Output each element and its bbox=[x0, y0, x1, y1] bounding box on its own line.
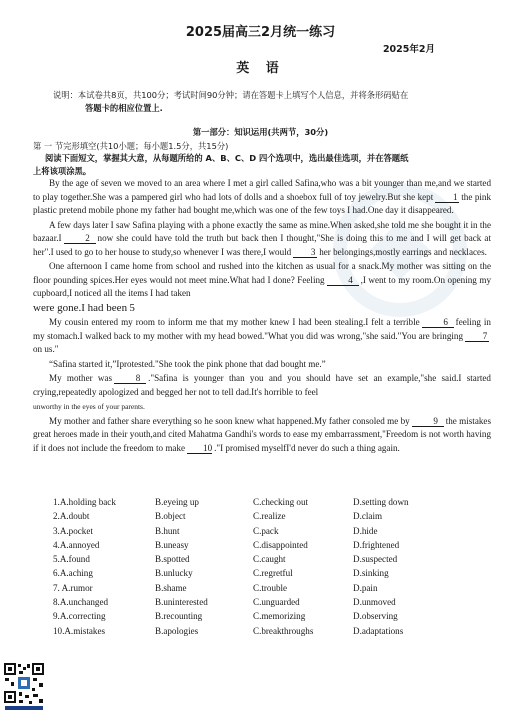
instruction-line: 说明：本试卷共8页，共100分；考试时间90分钟；请在答题卡上填写个人信息，并将条形码贴在 bbox=[53, 90, 409, 100]
option-d: D.observing bbox=[353, 611, 398, 622]
passage-text: By the age of seven we moved to an area where I met a girl called Safina,who was a bit younger than me,and we started to play together.She was a pampered girl who had lots of dolls and a shoebox full of toy jewelry.But she kept bbox=[33, 178, 491, 202]
passage-text: My mother was bbox=[49, 373, 113, 383]
paragraph bbox=[33, 400, 491, 414]
option-d: D.hide bbox=[353, 525, 378, 536]
option-b: B.spotted bbox=[155, 554, 190, 565]
blank-5: 5 bbox=[129, 301, 135, 314]
part-title: 第一部分：知识运用(共两节，30分) bbox=[192, 127, 329, 137]
option-c: C.checking out bbox=[253, 497, 309, 507]
blank-9: 9 bbox=[412, 416, 444, 427]
option-d: D.frightened bbox=[353, 539, 400, 550]
option-d: D.sinking bbox=[353, 568, 389, 579]
paragraph bbox=[33, 302, 491, 316]
directions-line: 上将该项涂黑。 bbox=[33, 165, 92, 176]
blank-10: 10 bbox=[187, 443, 212, 454]
option-a: 1.A.holding back bbox=[53, 497, 116, 507]
option-b: B.eyeing up bbox=[155, 497, 199, 507]
passage-text: were gone.I had been bbox=[33, 301, 128, 314]
option-a: 9.A.correcting bbox=[53, 611, 106, 622]
passage-text: My cousin entered my room to inform me that my mother knew I had been stealing.I felt a terrible bbox=[49, 317, 420, 327]
option-row bbox=[53, 495, 473, 509]
blank-2: 2 bbox=[64, 233, 96, 244]
paragraph bbox=[33, 177, 491, 218]
subject-title: 英 语 bbox=[236, 61, 285, 76]
option-a: 2.A.doubt bbox=[53, 511, 90, 522]
blank-1: 1 bbox=[435, 192, 459, 203]
option-c: C.memorizing bbox=[253, 611, 306, 622]
passage-text: her belongings,mostly earrings and necklaces. bbox=[319, 246, 487, 257]
option-row bbox=[53, 566, 473, 580]
passage-text: the mistakes great heroes made in their youth,and cited Mahatma Gandhi's words to ease my embarrassment,"Freedom is not worth having if it does not include the freedom to make bbox=[33, 415, 491, 453]
blank-7: 7 bbox=[465, 331, 489, 342]
option-row bbox=[53, 538, 473, 552]
option-d: D.claim bbox=[353, 511, 383, 522]
option-a: 4.A.annoyed bbox=[53, 539, 100, 550]
answer-options bbox=[53, 495, 473, 638]
option-c: C.disappointed bbox=[253, 539, 308, 550]
option-d: D.setting down bbox=[353, 497, 409, 507]
exam-title: 2025届高三2月统一练习 bbox=[185, 25, 336, 40]
option-c: C.pack bbox=[253, 525, 279, 536]
option-b: B.uninterested bbox=[155, 597, 208, 608]
passage-text: unworthy in the eyes of your parents. bbox=[33, 402, 145, 411]
option-d: D.suspected bbox=[353, 554, 398, 565]
option-c: C.trouble bbox=[253, 582, 288, 593]
option-c: C.realize bbox=[253, 511, 286, 522]
paragraph bbox=[33, 372, 491, 399]
option-row bbox=[53, 595, 473, 609]
option-b: B.uneasy bbox=[155, 539, 189, 550]
passage-text: ,I went to my room.On opening my cupboard,I noticed all the items I had taken bbox=[33, 274, 491, 298]
option-a: 5.A.found bbox=[53, 554, 90, 565]
option-row bbox=[53, 509, 473, 523]
passage-text: One afternoon I came home from school and rushed into the kitchen as usual for a snack.My mother was sitting on the floor pounding spices.Her eyes would not meet mine.What had I done? Feeling bbox=[33, 261, 491, 285]
option-a: 3.A.pocket bbox=[53, 525, 93, 536]
option-b: B.hunt bbox=[155, 525, 180, 536]
passage-text: ."I promised myselfI'd never do such a thing again. bbox=[214, 442, 400, 453]
option-row bbox=[53, 552, 473, 566]
passage-text: on us." bbox=[33, 344, 59, 354]
paragraph bbox=[33, 316, 491, 357]
option-a: 8.A.unchanged bbox=[53, 597, 109, 608]
option-c: C.caught bbox=[253, 554, 286, 565]
option-d: D.pain bbox=[353, 582, 378, 593]
option-c: C.unguarded bbox=[253, 597, 300, 608]
paragraph bbox=[33, 415, 491, 456]
option-row bbox=[53, 624, 473, 638]
option-d: D.unmoved bbox=[353, 597, 396, 608]
option-b: B.object bbox=[155, 511, 186, 522]
option-a: 7. A.rumor bbox=[53, 582, 93, 593]
directions-line: 阅读下面短文，掌握其大意，从每题所给的 A、B、C、D 四个选项中，选出最佳选项，并在答题纸 bbox=[45, 153, 409, 163]
option-b: B.recounting bbox=[155, 611, 203, 622]
option-row bbox=[53, 581, 473, 595]
passage-text: A few days later I saw Safina playing with a phone exactly the same as mine.When asked,she told me she bought it in the bazaar.I bbox=[33, 219, 491, 243]
section-directions bbox=[33, 152, 493, 177]
passage-text: now she could have told the truth but back then I thought,"She is doing this to me and I will get back at her".I used to go to her house to study,so whenever I was there,I would bbox=[33, 233, 491, 257]
exam-date: 2025年2月 bbox=[382, 44, 435, 55]
passage-text: the pink plastic pretend mobile phone my father had bought me,which was one of the few toys I had.One day it disappeared. bbox=[33, 191, 491, 215]
option-a: 10.A.mistakes bbox=[53, 625, 106, 636]
instruction-line: 答题卡的相应位置上. bbox=[85, 103, 163, 113]
option-a: 6.A.aching bbox=[53, 568, 93, 579]
option-row bbox=[53, 524, 473, 538]
qr-code-icon bbox=[3, 662, 45, 712]
passage-text: ."Safina is younger than you and you should have set an example,"she said.I started crying,repeatedly apologized and begged her not to tell dad.It's horrible to feel bbox=[33, 373, 491, 397]
passage-text: My mother and father share everything so he soon knew what happened.My father consoled me by bbox=[49, 415, 410, 426]
exam-instructions bbox=[53, 89, 483, 115]
option-row bbox=[53, 609, 473, 623]
blank-4: 4 bbox=[327, 275, 359, 286]
option-b: B.unlucky bbox=[155, 568, 193, 579]
paragraph: “Safina started it,”Iprotested."She took the pink phone that dad bought me.” bbox=[49, 358, 326, 369]
section-title: 第 一 节完形填空(共10小题；每小题1.5分，共15分) bbox=[33, 141, 229, 151]
option-b: B.apologies bbox=[155, 625, 199, 636]
option-c: C.breakthroughs bbox=[253, 625, 314, 636]
option-c: C.regretful bbox=[253, 568, 293, 579]
option-d: D.adaptations bbox=[353, 625, 404, 636]
passage-text: feeling in my stomach.I walked back to my mother with my head bowed."What you did was wrong,"she said."You are bringing bbox=[33, 317, 491, 341]
paragraph bbox=[33, 219, 491, 260]
blank-8: 8 bbox=[114, 373, 146, 384]
paragraph bbox=[33, 260, 491, 301]
option-b: B.shame bbox=[155, 582, 187, 593]
cloze-passage bbox=[33, 177, 491, 456]
blank-3: 3 bbox=[293, 247, 317, 258]
blank-6: 6 bbox=[422, 317, 454, 328]
